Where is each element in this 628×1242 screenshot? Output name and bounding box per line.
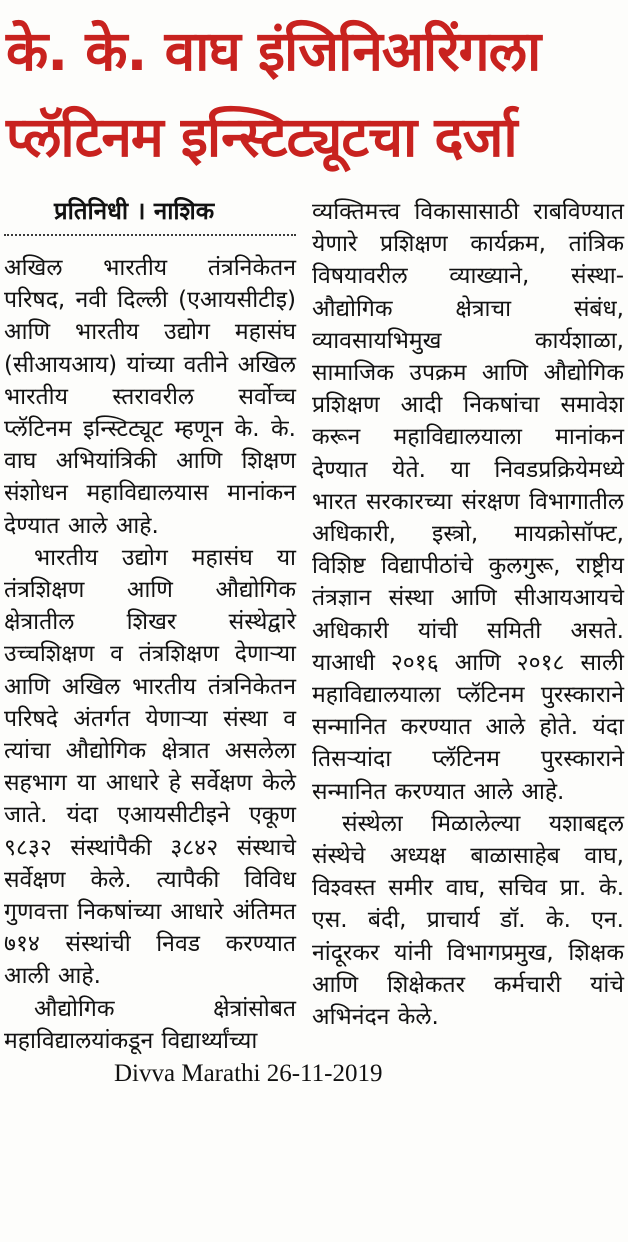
byline-divider bbox=[4, 234, 296, 236]
headline-line-1: के. के. वाघ इंजिनिअरिंगला bbox=[6, 19, 541, 83]
byline: प्रतिनिधी । नाशिक bbox=[54, 197, 215, 225]
source-caption: Divva Marathi 26-11-2019 bbox=[114, 1060, 383, 1088]
article-paragraph: व्यक्तिमत्त्व विकासासाठी राबविण्यात येणारे प्रशिक्षण कार्यक्रम, तांत्रिक विषयावरील व्याख्याने, संस्था-औद्योगिक क्षेत्राचा संबंध, व्यावसायभिमुख कार्यशाळा, सामाजिक उपक्रम आणि औद्योगिक प्रशिक्षण आदी निकषांचा समावेश करून महाविद्यालयाला मानांकन देण्यात येते. या निवडप्रक्रियेमध्ये भारत सरकारच्या संरक्षण विभागातील अधिकारी, इस्त्रो, मायक्रोसॉफ्ट, विशिष्ट विद्यापीठांचे कुलगुरू, राष्ट्रीय तंत्रज्ञान संस्था आणि सीआयआयचे अधिकारी यांची समिती असते. याआधी २०१६ आणि २०१८ साली महाविद्यालयाला प्लॅटिनम पुरस्काराने सन्मानित करण्यात आले होते. यंदा तिसऱ्यांदा प्लॅटिनम पुरस्काराने सन्मानित करण्यात आले आहे. bbox=[312, 199, 624, 805]
article-paragraph: अखिल भारतीय तंत्रनिकेतन परिषद, नवी दिल्ली (एआयसीटीइ) आणि भारतीय उद्योग महासंघ (सीआयआय) यांच्या वतीने अखिल भारतीय स्तरावरील सर्वोच्च प्लॅटिनम इन्स्टिट्यूट म्हणून के. के. वाघ अभियांत्रिकी आणि शिक्षण संशोधन महाविद्यालयास मानांकन देण्यात आले आहे. bbox=[4, 255, 296, 539]
article-body bbox=[2, 196, 626, 1057]
article-paragraph: भारतीय उद्योग महासंघ या तंत्रशिक्षण आणि औद्योगिक क्षेत्रातील शिखर संस्थेद्वारे उच्चशिक्षण व तंत्रशिक्षण देणाऱ्या आणि अखिल भारतीय तंत्रनिकेतन परिषदे अंतर्गत येणाऱ्या संस्था व त्यांचा औद्योगिक क्षेत्रात असलेला सहभाग या आधारे हे सर्वेक्षण केले जाते. यंदा एआयसीटीइने एकूण ९८३२ संस्थांपैकी ३८४२ संस्थाचे सर्वेक्षण केले. त्यापैकी विविध गुणवत्ता निकषांच्या आधारे अंतिमत ७१४ संस्थांची निवड करण्यात आली आहे. bbox=[4, 544, 296, 990]
headline bbox=[2, 6, 626, 180]
article-paragraph: औद्योगिक क्षेत्रांसोबत महाविद्यालयांकडून विद्यार्थ्यांच्या bbox=[4, 995, 296, 1054]
article-paragraph: संस्थेला मिळालेल्या यशाबद्दल संस्थेचे अध्यक्ष बाळासाहेब वाघ, विश्वस्त समीर वाघ, सचिव प्रा. के. एस. बंदी, प्राचार्य डॉ. के. एन. नांदूरकर यांनी विभागप्रमुख, शिक्षक आणि शिक्षेकतर कर्मचारी यांचे अभिनंदन केले. bbox=[312, 810, 624, 1031]
headline-line-2: प्लॅटिनम इन्स्टिट्यूटचा दर्जा bbox=[6, 105, 517, 169]
left-column bbox=[4, 196, 296, 1057]
right-column bbox=[312, 196, 624, 1057]
